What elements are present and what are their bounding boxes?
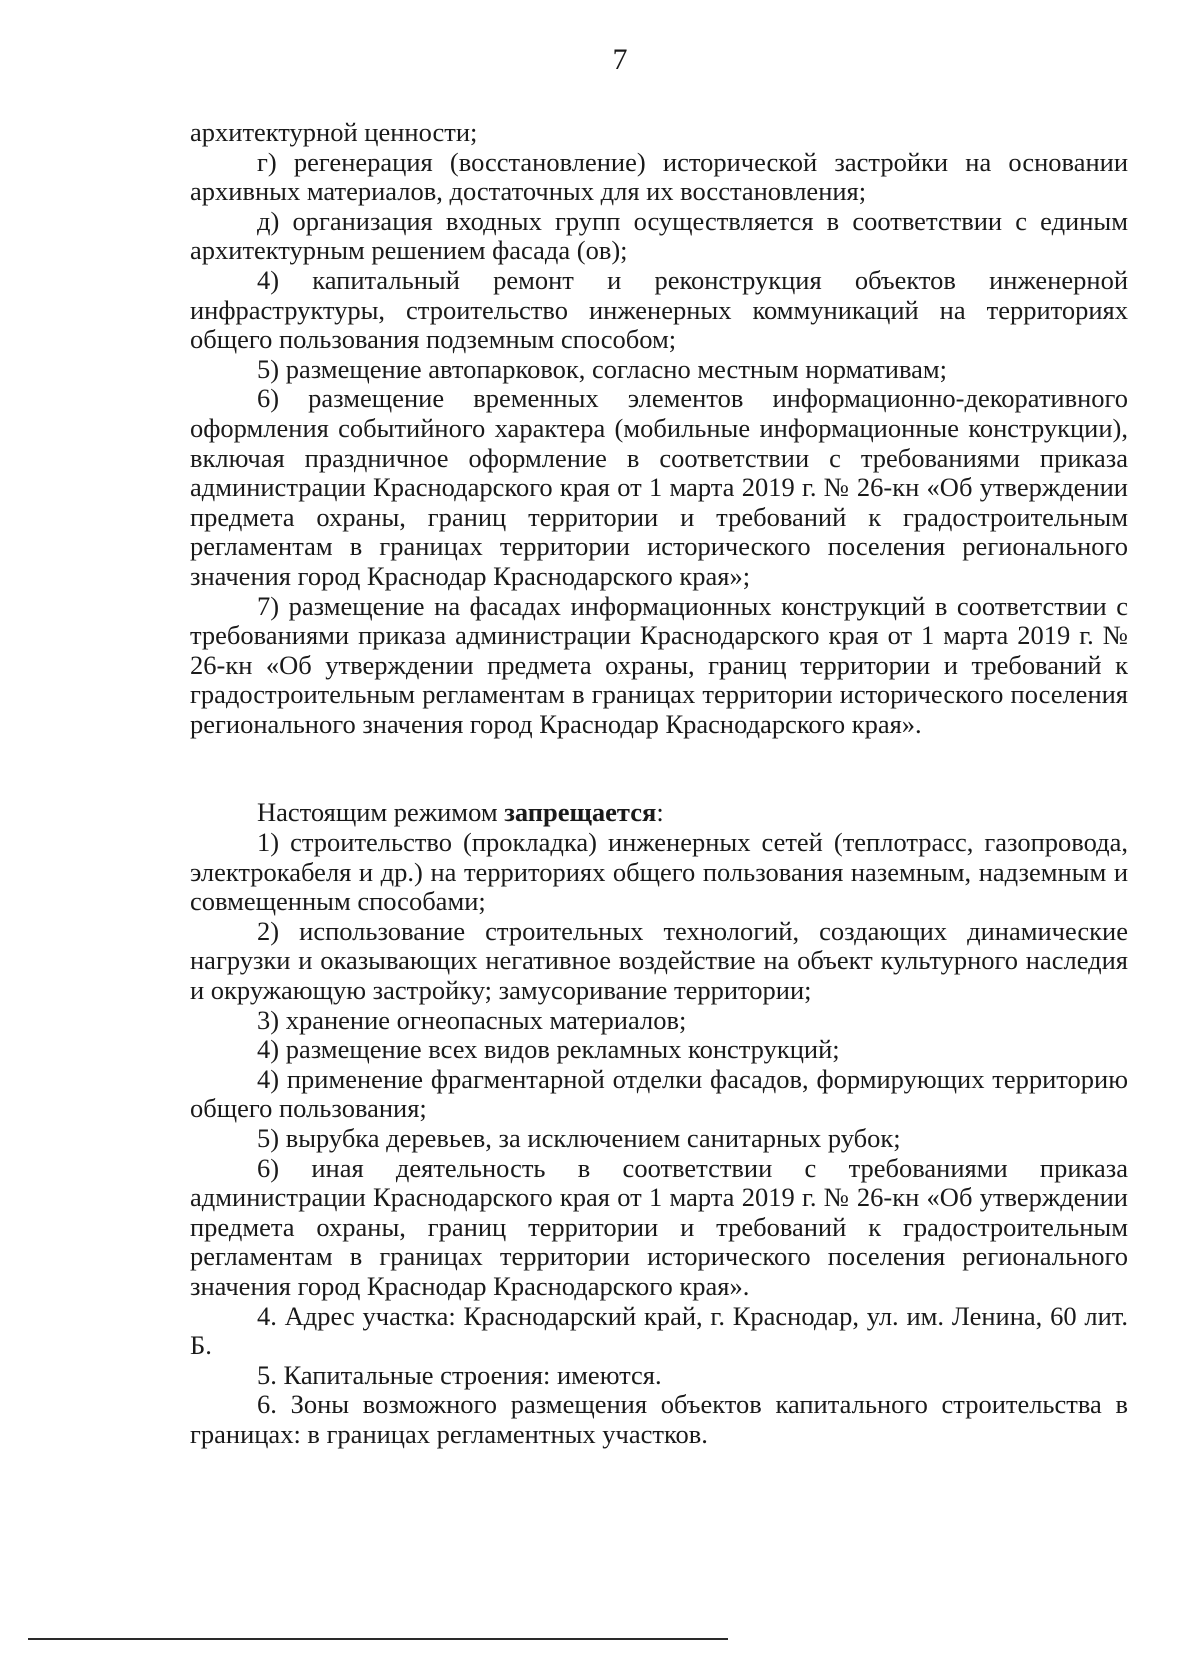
prohibited-item: 5) вырубка деревьев, за исключением санитарных рубок; (257, 1123, 901, 1153)
paragraph: 7) размещение на фасадах информационных конструкций в соответствии с требованиями приказа администрации Краснодарского края от 1 марта 2019 г. № 26-кн «Об утверждении предмета охраны, границ территории и требований к градостроительным регламентам в границах территории исторического поселения регионального значения город Краснодар Краснодарского края». (190, 590, 1128, 739)
paragraph: 4) капитальный ремонт и реконструкция объектов инженерной инфраструктуры, строительство инженерных коммуникаций на территориях общего пользования подземным способом; (190, 264, 1128, 355)
prohibited-item: 4) размещение всех видов рекламных конструкций; (257, 1034, 840, 1065)
paragraph: 5) размещение автопарковок, согласно местным нормативам; (257, 353, 948, 384)
page-number: 7 (612, 43, 628, 76)
paragraph: д) организация входных групп осуществляется в соответствии с единым архитектурным решением фасада (ов); (190, 205, 1128, 266)
paragraph: 6) размещение временных элементов информационно-декоративного оформления событийного характера (мобильные информационные конструкции), включая праздничное оформление в соответствии с требованиями приказа администрации Краснодарского края от 1 марта 2019 г. № 26-кн «Об утверждении предмета охраны, границ территории и требований к градостроительным регламентам в границах территории исторического поселения регионального значения город Краснодар Краснодарского края»; (190, 383, 1128, 591)
paragraph: г) регенерация (восстановление) исторической застройки на основании архивных материалов, достаточных для их восстановления; (190, 146, 1128, 207)
blank-line (190, 739, 1128, 798)
section-address: 4. Адрес участка: Краснодарский край, г. Краснодар, ул. им. Ленина, 60 лит. Б. (190, 1300, 1128, 1361)
section-zones: 6. Зоны возможного размещения объектов капитального строительства в границах: в границах регламентных участков. (190, 1389, 1128, 1449)
paragraph: архитектурной ценности; (190, 117, 478, 147)
prohibited-heading-text: Настоящим режимом (257, 797, 505, 828)
prohibited-heading-bold: запрещается (504, 797, 657, 828)
prohibited-heading (190, 798, 1128, 828)
prohibited-heading-colon: : (656, 797, 664, 828)
document-body (190, 118, 1128, 1450)
prohibited-item: 6) иная деятельность в соответствии с требованиями приказа администрации Краснодарского края от 1 марта 2019 г. № 26-кн «Об утверждении предмета охраны, границ территории и требований к градостроительным регламентам в границах территории исторического поселения регионального значения город Краснодар Краснодарского края». (190, 1152, 1128, 1301)
prohibited-item: 2) использование строительных технологий, создающих динамические нагрузки и оказывающих негативное воздействие на объект культурного наследия и окружающую застройку; замусоривание территории; (190, 915, 1128, 1006)
prohibited-item: 1) строительство (прокладка) инженерных сетей (теплотрасс, газопровода, электрокабеля и др.) на территориях общего пользования наземным, надземным и совмещенным способами; (190, 827, 1128, 917)
section-buildings: 5. Капитальные строения: имеются. (257, 1359, 662, 1390)
scan-edge-line (28, 1638, 728, 1640)
prohibited-item: 3) хранение огнеопасных материалов; (257, 1004, 687, 1035)
prohibited-item: 4) применение фрагментарной отделки фасадов, формирующих территорию общего пользования; (190, 1063, 1128, 1124)
